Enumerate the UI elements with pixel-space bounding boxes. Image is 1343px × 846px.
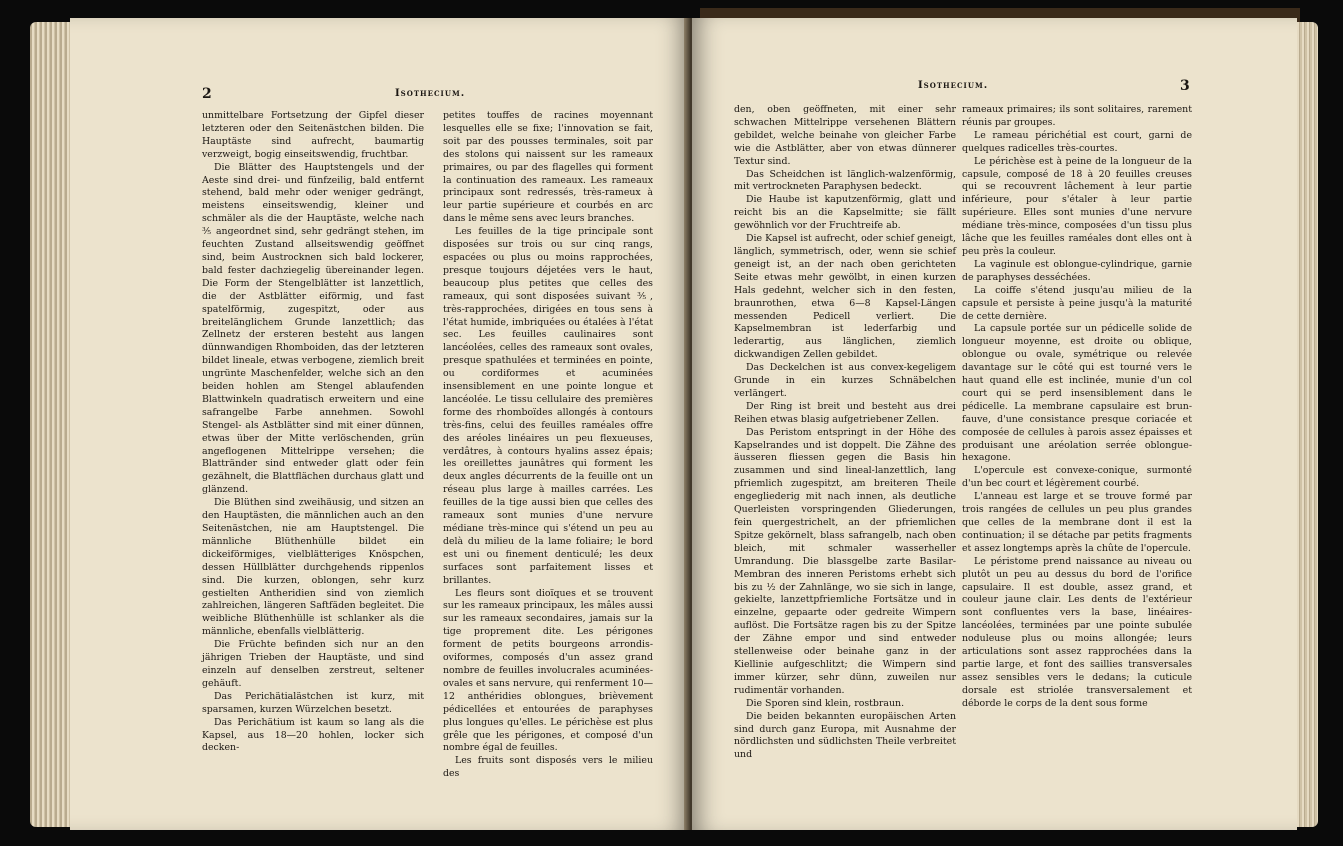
paragraph: La vaginule est oblongue-cylindrique, garnie de paraphyses desséchées.	[962, 258, 1192, 283]
running-head: Isothecium.	[395, 88, 466, 99]
paragraph: petites touffes de racines moyennant lesquelles elle se fixe; l'innovation se fait, soit par des pousses terminales, soit par des stolons qui naissent sur les rameaux primaires, ou par des flagelles qui forment la continuation des rameaux. Les rameaux principaux sont redressés, très-rameux à leur partie supérieure et courbés en arc dans le même sens avec leurs branches.	[443, 110, 653, 225]
paragraph: Die Sporen sind klein, rostbraun.	[746, 697, 905, 709]
paragraph: Le périchèse est à peine de la longueur de la capsule, composé de 18 à 20 feuilles creuses qui se recouvrent lâchement à leur partie inférieure, pour s'étaler à leur partie supérieure. Elles sont munies d'une nervure médiane très-mince, composées d'un tissu plus lâche que les feuilles raméales dont elles ont à peu près la couleur.	[962, 155, 1192, 257]
paragraph: Das Perichätialästchen ist kurz, mit sparsamen, kurzen Würzelchen besetzt.	[202, 690, 424, 715]
paragraph: rameaux primaires; ils sont solitaires, rarement réunis par groupes.	[962, 104, 1192, 128]
paragraph: L'anneau est large et se trouve formé par trois rangées de cellules un peu plus grandes que celles de la membrane dont il est la continuation; il se détache par petits fragments et assez longtemps après la chûte de l'opercule.	[962, 491, 1192, 554]
paragraph: L'opercule est convexe-conique, surmonté d'un bec court et légèrement courbé.	[962, 465, 1192, 490]
paragraph: Die beiden bekannten europäischen Arten sind durch ganz Europa, mit Ausnahme der nördlichsten und südlichsten Theile verbreitet und	[734, 710, 956, 761]
paragraph: Die Blüthen sind zweihäusig, und sitzen an den Hauptästen, die männlichen auch an den Seitenästchen, nie am Hauptstengel. Die männliche Blüthenhülle bildet ein dickeiförmiges, vielblätteriges Knöspchen, dessen Hüllblätter durchgehends rippenlos sind. Die kurzen, oblongen, sehr kurz gestielten Antheridien sind von ziemlich zahlreichen, längeren Saftfäden begleitet. Die weibliche Blüthenhülle ist schlanker als die männliche, ebenfalls vielblätterig.	[202, 497, 424, 638]
paragraph: La coiffe s'étend jusqu'au milieu de la capsule et persiste à peine jusqu'à la maturité de cette dernière.	[962, 284, 1192, 322]
paragraph: Die Früchte befinden sich nur an den jährigen Trieben der Hauptäste, und sind einzeln auf denselben zerstreut, seltener gehäuft.	[202, 639, 424, 689]
paragraph: Das Peristom entspringt in der Höhe des Kapselrandes und ist doppelt. Die Zähne des äusseren fliessen gegen die Basis hin zusammen und sind lineal-lanzettlich, lang pfriemlich zugespitzt, am breiteren Theile engegliederig mit nach innen, als deutliche Querleisten vorspringenden Gliederungen, fein quergestrichelt, an der pfriemlichen Spitze gekörnelt, blass safrangelb, nach oben bleich, mit schmaler wasserheller Umrandung. Die blassgelbe zarte Basilar-Membran des inneren Peristoms erhebt sich bis zu ½ der Zahnlänge, wo sie sich in lange, gekielte, lanzettpfriemliche Fortsätze und in einzelne, gepaarte oder gedreite Wimpern auflöst. Die Fortsätze ragen bis zu der Spitze der Zähne empor und sind entweder stellenweise oder beinahe ganz in der Kiellinie aufgeschlitzt; die Wimpern sind immer kürzer, sehr dünn, zuweilen nur rudimentär vorhanden.	[734, 426, 956, 696]
text-column-german	[202, 110, 424, 755]
running-head: Isothecium.	[918, 80, 989, 91]
paragraph: Le péristome prend naissance au niveau ou plutôt un peu au dessus du bord de l'orifice capsulaire. Il est double, assez grand, et couleur jaune clair. Les dents de l'extérieur sont confluentes vers la base, linéaires-lancéolées, terminées par une pointe subulée noduleuse plus ou moins allongée; leurs articulations sont assez rapprochées dans la partie large, et font des saillies transversales assez sensibles vers le dedans; la cuticule dorsale est striolée transversalement et déborde le corps de la dent sous forme	[962, 555, 1192, 709]
paragraph: Le rameau périchétial est court, garni de quelques radicelles très-courtes.	[962, 129, 1192, 154]
paragraph: Les fruits sont disposés vers le milieu des	[443, 755, 653, 780]
paragraph: Die Haube ist kaputzenförmig, glatt und reicht bis an die Kapselmitte; sie fällt gewöhnlich vor der Fruchtreife ab.	[734, 194, 956, 232]
right-page	[692, 18, 1297, 830]
paragraph: Der Ring ist breit und besteht aus drei Reihen etwas blasig aufgetriebener Zellen.	[734, 400, 956, 425]
paragraph: Die Kapsel ist aufrecht, oder schief geneigt, länglich, symmetrisch, oder, wenn sie schief geneigt ist, an der nach oben gerichteten Seite etwas mehr gewölbt, in einen kurzen Hals gedehnt, welcher sich in den festen, braunrothen, etwa 6—8 Kapsel-Längen messenden Pedicell verliert. Die Kapselmembran ist lederfarbig und lederartig, aus länglichen, ziemlich dickwandigen Zellen gebildet.	[734, 233, 956, 361]
paragraph: La capsule portée sur un pédicelle solide de longueur moyenne, est droite ou oblique, oblongue ou ovale, symétrique ou relevée davantage sur le côté qui est tourné vers le haut quand elle est inclinée, munie d'un col court qui se perd insensiblement dans le pédicelle. La membrane capsulaire est brun-fauve, d'une consistance presque coriacée et composée de cellules à parois assez épaisses et produisant une aréolation serrée oblongue-hexagone.	[962, 323, 1192, 464]
page-number: 2	[202, 86, 212, 102]
paragraph: Les fleurs sont dioïques et se trouvent sur les rameaux principaux, les mâles aussi sur les rameaux secondaires, jamais sur la tige proprement dite. Les périgones forment de petits bourgeons arrondis-oviformes, composés d'un assez grand nombre de feuilles involucrales acuminées-ovales et sans nervure, qui renferment 10—12 anthéridies oblongues, brièvement pédicellées et entourées de paraphyses plus longues qu'elles. Le périchèse est plus grêle que les périgones, et composé d'un nombre égal de feuilles.	[443, 587, 653, 754]
paragraph: Das Deckelchen ist aus convex-kegeligem Grunde in ein kurzes Schnäbelchen verlängert.	[734, 362, 956, 399]
page-number: 3	[1180, 78, 1190, 94]
paragraph: Das Scheidchen ist länglich-walzenförmig, mit vertrockneten Paraphysen bedeckt.	[734, 168, 956, 193]
paragraph: Das Perichätium ist kaum so lang als die Kapsel, aus 18—20 hohlen, locker sich decken-	[202, 716, 424, 754]
paragraph: Les feuilles de la tige principale sont disposées sur trois ou sur cinq rangs, espacées ou plus ou moins rapprochées, presque toujours déjetées vers le haut, beaucoup plus petites que celles des rameaux, qui sont disposées suivant ⅗, très-rapprochées, dirigées en tous sens à l'état humide, imbriquées ou étalées à l'état sec. Les feuilles caulinaires sont lancéolées, celles des rameaux sont ovales, presque spathulées et terminées en pointe, ou cordiformes et acuminées insensiblement en une pointe longue et lancéolée. Le tissu cellulaire des premières forme des rhomboïdes allongés à contours très-fins, celui des feuilles raméales offre des aréoles linéaires un peu flexueuses, verdâtres, à contours hyalins assez épais; les oreillettes jaunâtres qui forment les deux angles décurrents de la feuille ont un réseau plus large à mailles carrées. Les feuilles de la tige aussi bien que celles des rameaux sont munies d'une nervure médiane très-mince qui s'étend un peu au delà du milieu de la lame foliaire; le bord est uni ou finement denticulé; les deux surfaces sont parfaitement lisses et brillantes.	[443, 226, 653, 586]
text-column-german	[734, 104, 956, 762]
text-column-french	[443, 110, 653, 781]
paragraph: Die Blätter des Hauptstengels und der Aeste sind drei- und fünfzeilig, bald entfernt stehend, bald mehr oder weniger gedrängt, meistens einseitswendig, kleiner und schmäler als die der Hauptäste, welche nach ⅗ angeordnet sind, sehr gedrängt stehen, im feuchten Zustand allseitswendig geöffnet sind, beim Austrocknen sich bald lockerer, bald fester dachziegelig übereinander legen. Die Form der Stengelblätter ist lanzettlich, die der Astblätter eiförmig, und fast spatelförmig, zugespitzt, oder aus breitelänglichem Grunde lanzettlich; das Zellnetz der ersteren besteht aus langen dünnwandigen Rhomboiden, das der letzteren bildet lineale, etwas verbogene, ziemlich breit ungrünte Maschenfelder, welche sich an den beiden hohlen am Stengel ablaufenden Blattwinkeln quadratisch erweitern und eine safrangelbe Farbe annehmen. Sowohl Stengel- als Astblätter sind mit einer dünnen, etwas über der Mitte verlöschenden, grün angeflogenen Mittelrippe versehen; die Blattränder sind entweder glatt oder fein gezähnelt, die Blattflächen durchaus glatt und glänzend.	[202, 161, 424, 496]
left-page	[70, 18, 688, 830]
text-column-french	[962, 104, 1192, 711]
paragraph: unmittelbare Fortsetzung der Gipfel dieser letzteren oder den Seitenästchen bilden. Die Hauptäste sind aufrecht, baumartig verzweigt, bogig einseitswendig, fruchtbar.	[202, 110, 424, 160]
paragraph: den, oben geöffneten, mit einer sehr schwachen Mittelrippe versehenen Blättern gebildet, welche beinahe von gleicher Farbe wie die Astblätter, aber von etwas dünnerer Textur sind.	[734, 104, 956, 167]
